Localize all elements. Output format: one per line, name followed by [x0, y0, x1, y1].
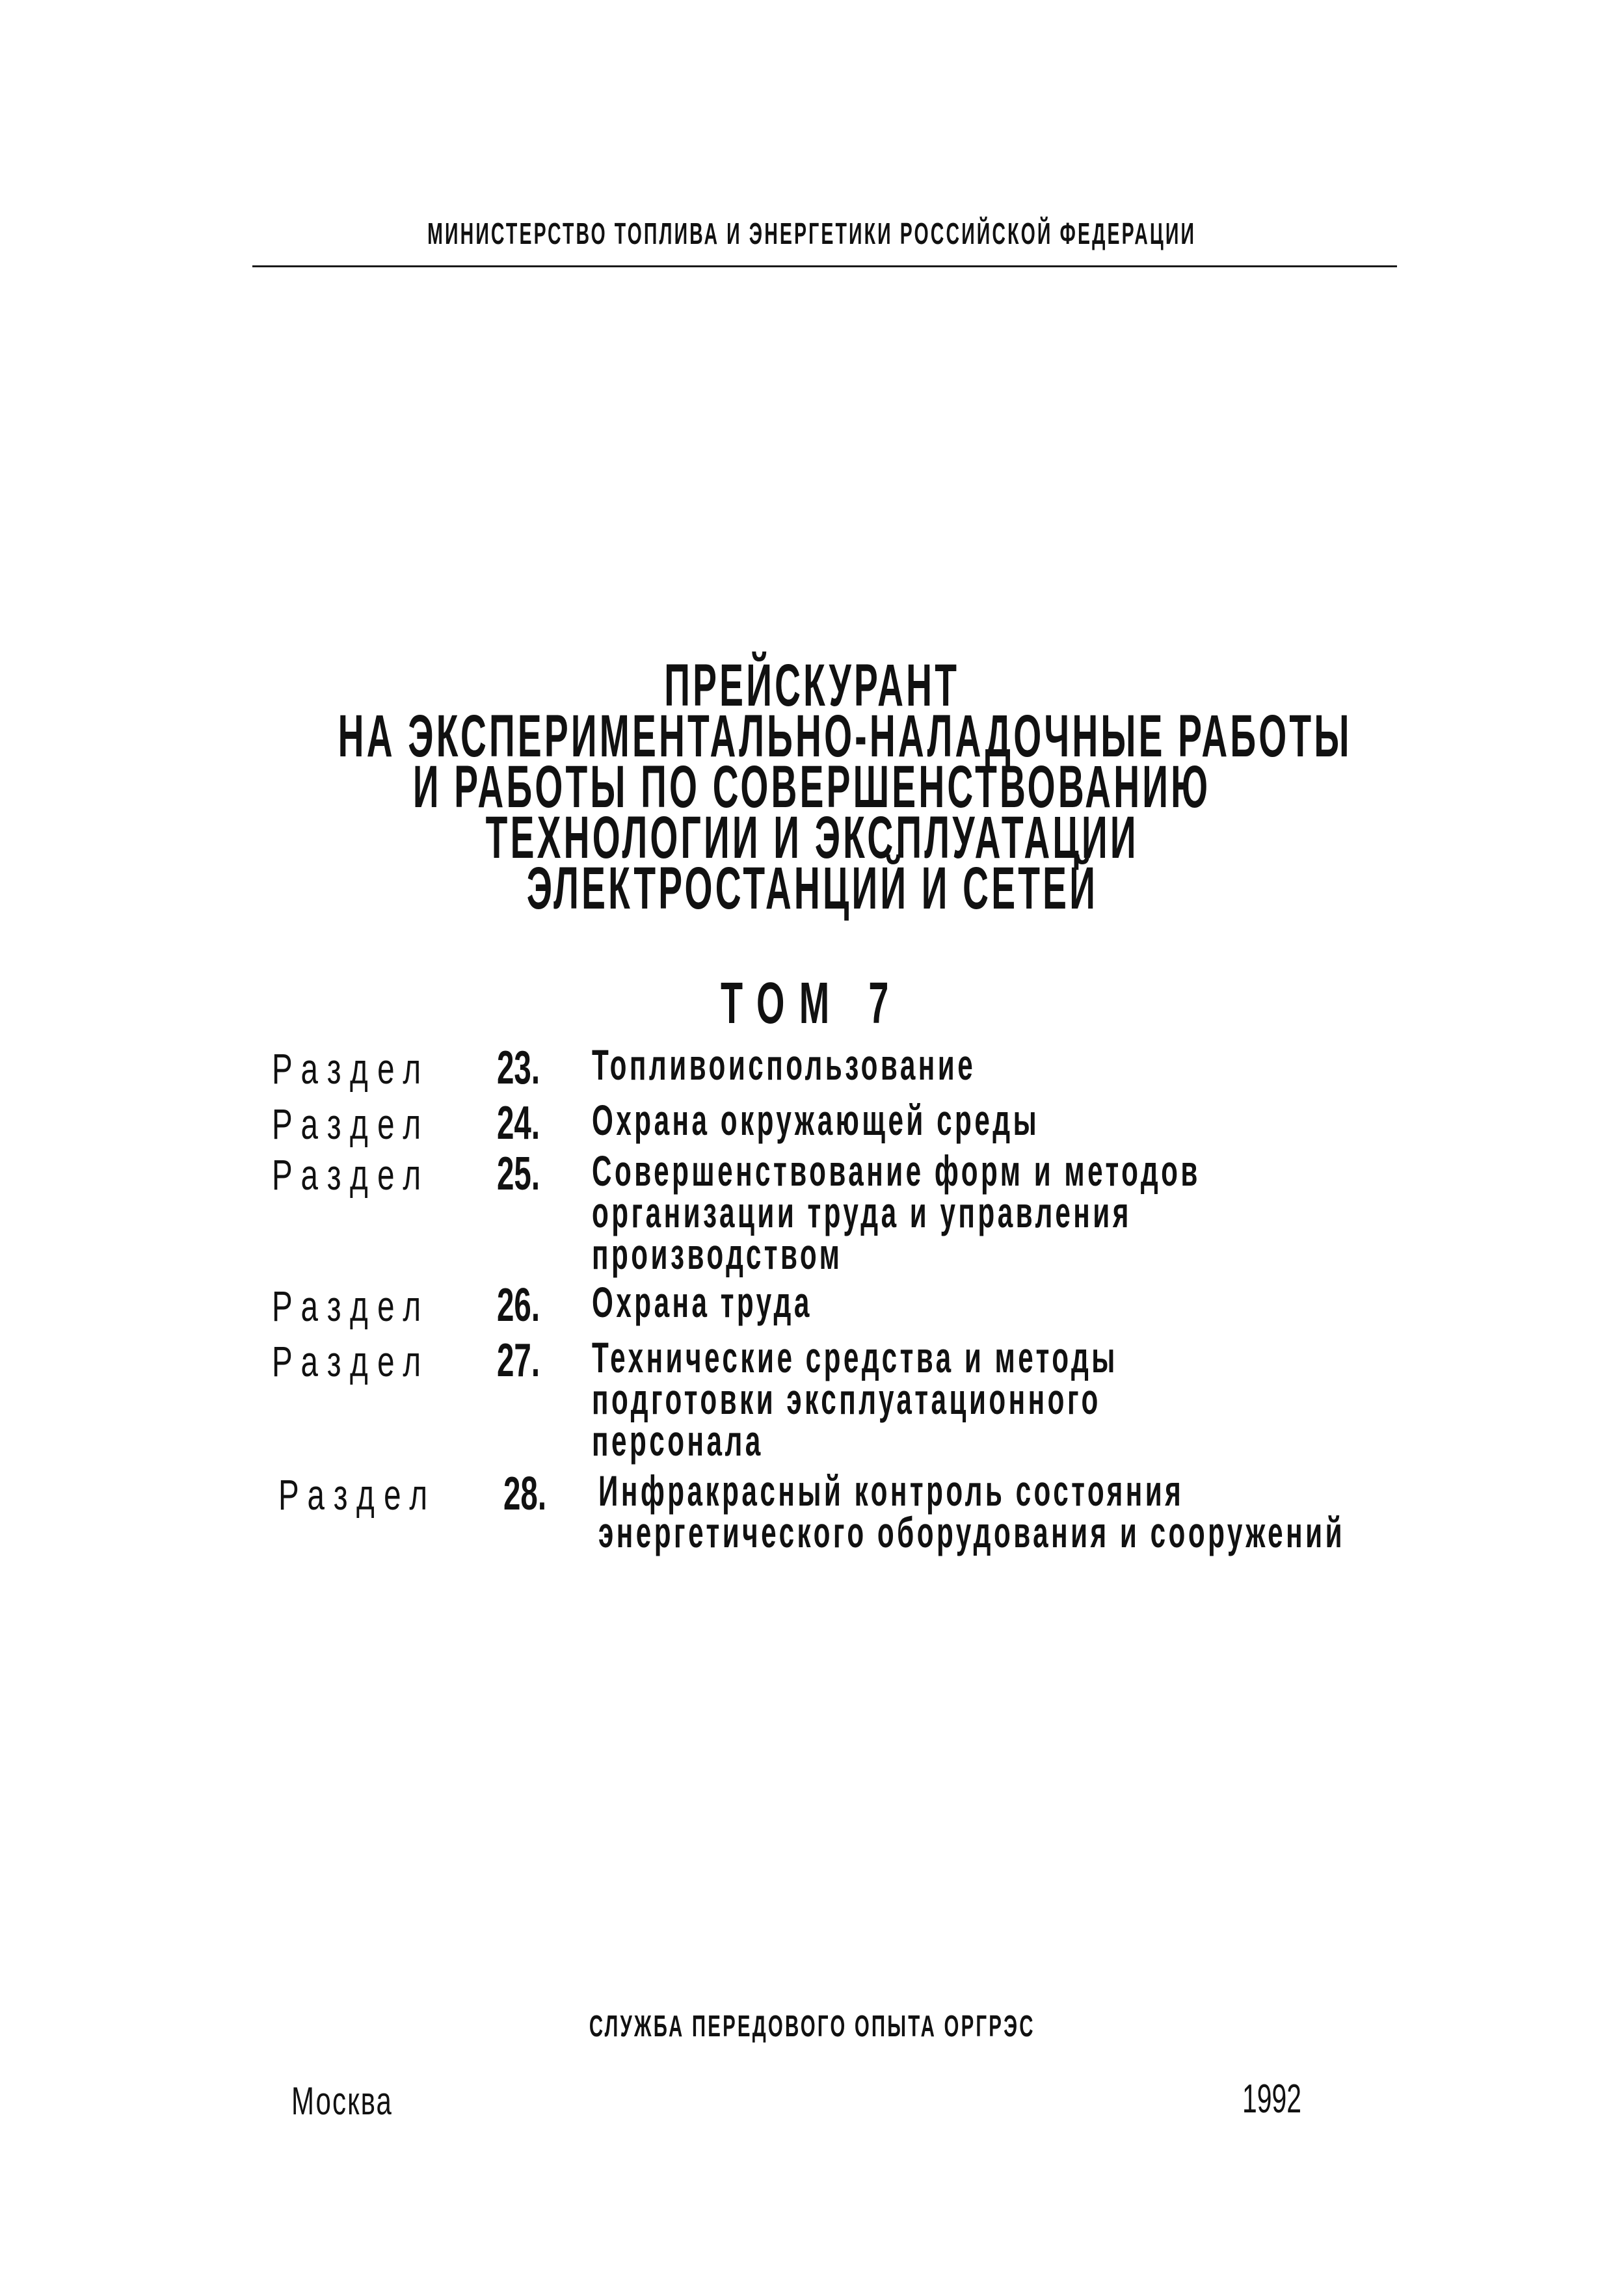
- section-title: Технические средства и методы подготовки эксплуатационного персонала: [592, 1333, 1118, 1465]
- title-line: ТЕХНОЛОГИИ И ЭКСПЛУАТАЦИИ: [485, 805, 1139, 871]
- section-number: 26.: [497, 1279, 540, 1331]
- title-line: ЭЛЕКТРОСТАНЦИЙ И СЕТЕЙ: [526, 855, 1098, 922]
- header-divider: [252, 265, 1397, 267]
- title-line: ПРЕЙСКУРАНТ: [664, 652, 960, 719]
- ministry-name: МИНИСТЕРСТВО ТОПЛИВА И ЭНЕРГЕТИКИ РОССИЙСКОЙ ФЕДЕРАЦИИ: [427, 217, 1197, 250]
- section-word: Раздел: [278, 1470, 437, 1519]
- section-word: Раздел: [272, 1337, 431, 1385]
- publication-city: Москва: [291, 2079, 393, 2123]
- section-word: Раздел: [272, 1151, 431, 1199]
- section-word: Раздел: [272, 1100, 431, 1148]
- section-word: Раздел: [272, 1044, 431, 1093]
- volume-label: ТОМ 7: [721, 971, 903, 1036]
- document-title: [0, 652, 1624, 922]
- publisher-service: СЛУЖБА ПЕРЕДОВОГО ОПЫТА ОРГРЭС: [589, 2009, 1035, 2043]
- section-title: Охрана окружающей среды: [592, 1096, 1040, 1144]
- ministry-header: [0, 216, 1624, 251]
- section-word: Раздел: [272, 1282, 431, 1330]
- publication-year: 1992: [1242, 2077, 1302, 2122]
- section-title: Топливоиспользование: [592, 1041, 976, 1089]
- section-title: Инфракрасный контроль состояния энергетического оборудования и сооружений: [598, 1467, 1346, 1556]
- title-line: И РАБОТЫ ПО СОВЕРШЕНСТВОВАНИЮ: [413, 754, 1211, 820]
- section-number: 27.: [497, 1335, 540, 1387]
- section-title: Охрана труда: [592, 1278, 812, 1326]
- section-number: 25.: [497, 1148, 540, 1200]
- title-line: НА ЭКСПЕРИМЕНТАЛЬНО-НАЛАДОЧНЫЕ РАБОТЫ: [338, 703, 1352, 769]
- section-number: 23.: [497, 1042, 540, 1094]
- section-title: Совершенствование форм и методов организации труда и управления производством: [592, 1147, 1201, 1278]
- section-number: 24.: [497, 1097, 540, 1149]
- section-number: 28.: [503, 1468, 547, 1520]
